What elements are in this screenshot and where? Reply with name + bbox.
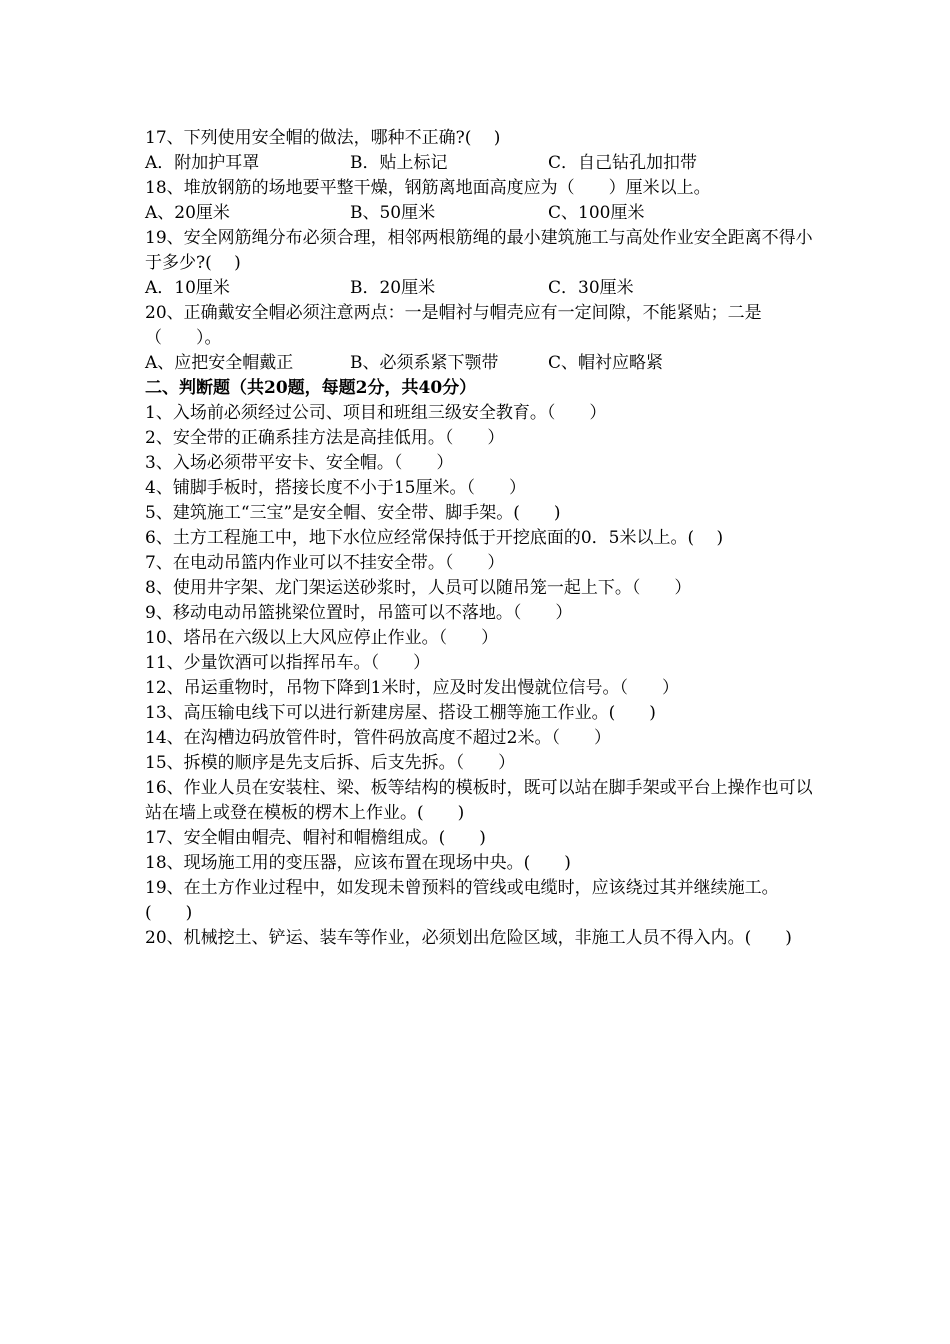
- question-text: 19、安全网筋绳分布必须合理，相邻两根筋绳的最小建筑施工与高处作业安全距离不得小于多少?( ): [145, 228, 813, 273]
- options-row: [145, 151, 815, 176]
- question-18: [145, 176, 815, 226]
- tf-item: 7、在电动吊篮内作业可以不挂安全带。（ ）: [145, 553, 505, 573]
- question-text: 20、正确戴安全帽必须注意两点：一是帽衬与帽壳应有一定间隙，不能紧贴；二是（ ）。: [145, 303, 762, 348]
- tf-item: 14、在沟槽边码放管件时，管件码放高度不超过2米。（ ）: [145, 728, 611, 748]
- true-false-list: [145, 401, 815, 951]
- tf-item: 9、移动电动吊篮挑梁位置时，吊篮可以不落地。（ ）: [145, 603, 573, 623]
- option-a: A．10厘米: [145, 278, 230, 298]
- option-c: C、100厘米: [548, 203, 645, 223]
- tf-item: 10、塔吊在六级以上大风应停止作业。（ ）: [145, 628, 499, 648]
- tf-item: 15、拆模的顺序是先支后拆、后支先拆。（ ）: [145, 753, 516, 773]
- option-b: B．20厘米: [350, 278, 436, 298]
- options-row: [145, 201, 815, 226]
- tf-item: 12、吊运重物时，吊物下降到1米时，应及时发出慢就位信号。（ ）: [145, 678, 679, 698]
- option-c: C．30厘米: [548, 278, 634, 298]
- section-heading: 二、判断题（共20题，每题2分，共40分）: [145, 378, 477, 398]
- question-19: [145, 226, 815, 301]
- tf-item: 13、高压输电线下可以进行新建房屋、搭设工棚等施工作业。( ): [145, 703, 656, 723]
- options-row: [145, 276, 815, 301]
- question-text: 17、下列使用安全帽的做法，哪种不正确?( ): [145, 128, 501, 148]
- option-b: B、50厘米: [350, 203, 436, 223]
- tf-item: 18、现场施工用的变压器，应该布置在现场中央。( ): [145, 853, 571, 873]
- tf-item: 11、少量饮酒可以指挥吊车。（ ）: [145, 653, 431, 673]
- tf-item: 19、在土方作业过程中，如发现未曾预料的管线或电缆时，应该绕过其并继续施工。( ): [145, 878, 779, 923]
- option-a: A、20厘米: [145, 203, 230, 223]
- document-body: [145, 126, 815, 951]
- option-b: B、必须系紧下颚带: [350, 353, 499, 373]
- tf-item: 5、建筑施工“三宝”是安全帽、安全带、脚手架。( ): [145, 503, 561, 523]
- question-20: [145, 301, 815, 376]
- option-a: A．附加护耳罩: [145, 153, 260, 173]
- tf-item: 16、作业人员在安装柱、梁、板等结构的模板时，既可以站在脚手架或平台上操作也可以站在墙上或登在模板的楞木上作业。( ): [145, 778, 813, 823]
- question-17: [145, 126, 815, 176]
- tf-item: 1、入场前必须经过公司、项目和班组三级安全教育。（ ）: [145, 403, 607, 423]
- options-row: [145, 351, 815, 376]
- tf-item: 20、机械挖土、铲运、装车等作业，必须划出危险区域，非施工人员不得入内。( ): [145, 928, 792, 948]
- question-text: 18、堆放钢筋的场地要平整干燥，钢筋离地面高度应为（ ）厘米以上。: [145, 178, 711, 198]
- tf-item: 8、使用井字架、龙门架运送砂浆时，人员可以随吊笼一起上下。（ ）: [145, 578, 692, 598]
- option-c: C．自己钻孔加扣带: [548, 153, 698, 173]
- tf-item: 3、入场必须带平安卡、安全帽。（ ）: [145, 453, 454, 473]
- tf-item: 6、土方工程施工中，地下水位应经常保持低于开挖底面的0．5米以上。( ): [145, 528, 724, 548]
- tf-item: 2、安全带的正确系挂方法是高挂低用。（ ）: [145, 428, 505, 448]
- option-c: C、帽衬应略紧: [548, 353, 664, 373]
- tf-item: 17、安全帽由帽壳、帽衬和帽檐组成。( ): [145, 828, 486, 848]
- option-b: B．贴上标记: [350, 153, 448, 173]
- option-a: A、应把安全帽戴正: [145, 353, 294, 373]
- tf-item: 4、铺脚手板时，搭接长度不小于15厘米。（ ）: [145, 478, 526, 498]
